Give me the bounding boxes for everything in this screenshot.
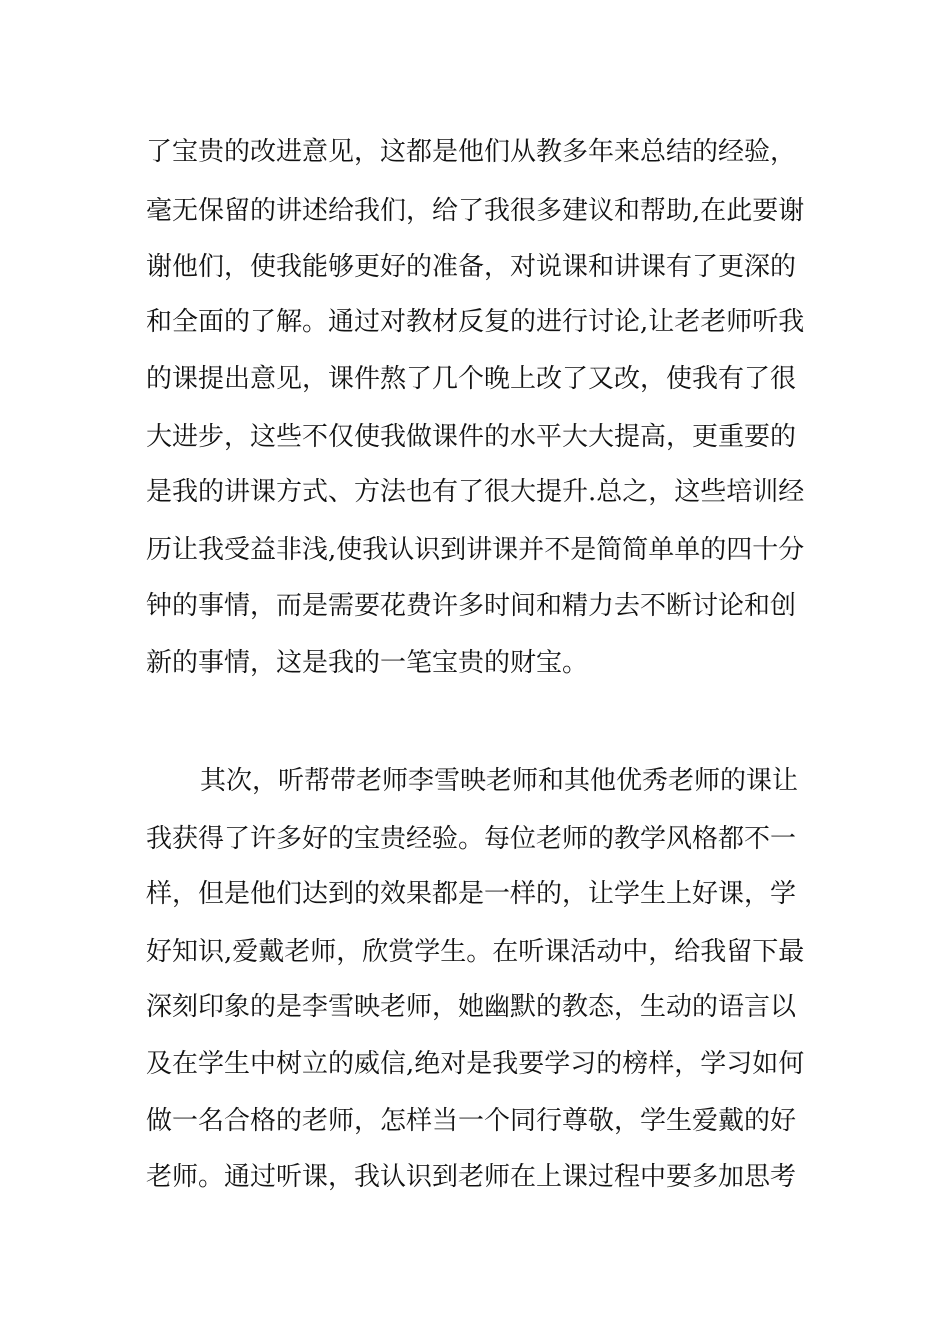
paragraph-line: 钟的事情，而是需要花费许多时间和精力去不断讨论和创 (146, 591, 797, 621)
paragraph-line: 大进步，这些不仅使我做课件的水平大大提高，更重要的 (146, 422, 797, 452)
paragraph-line: 历让我受益非浅,使我认识到讲课并不是简简单单的四十分 (146, 535, 805, 565)
paragraph-line: 深刻印象的是李雪映老师，她幽默的教态，生动的语言以 (146, 992, 797, 1022)
paragraph-line: 其次，听帮带老师李雪映老师和其他优秀老师的课让 (200, 766, 799, 796)
paragraph-line: 好知识,爱戴老师，欣赏学生。在听课活动中，给我留下最 (146, 937, 805, 967)
paragraph-line: 谢他们，使我能够更好的准备，对说课和讲课有了更深的 (146, 252, 797, 282)
paragraph-line: 了宝贵的改进意见，这都是他们从教多年来总结的经验， (146, 137, 797, 167)
paragraph-line: 的课提出意见，课件熬了几个晚上改了又改，使我有了很 (146, 364, 797, 394)
paragraph-line: 样，但是他们达到的效果都是一样的，让学生上好课，学 (146, 879, 797, 909)
paragraph-line: 是我的讲课方式、方法也有了很大提升.总之，这些培训经 (146, 477, 805, 507)
paragraph-line: 毫无保留的讲述给我们，给了我很多建议和帮助,在此要谢 (146, 196, 805, 226)
paragraph-line: 做一名合格的老师，怎样当一个同行尊敬，学生爱戴的好 (146, 1106, 797, 1136)
paragraph-line: 老师。通过听课，我认识到老师在上课过程中要多加思考 (146, 1162, 797, 1192)
paragraph-line: 我获得了许多好的宝贵经验。每位老师的教学风格都不一 (146, 824, 797, 854)
paragraph-line: 及在学生中树立的威信,绝对是我要学习的榜样，学习如何 (146, 1049, 805, 1079)
paragraph-line: 新的事情，这是我的一笔宝贵的财宝。 (146, 648, 589, 678)
paragraph-line: 和全面的了解。通过对教材反复的进行讨论,让老老师听我 (146, 307, 805, 337)
